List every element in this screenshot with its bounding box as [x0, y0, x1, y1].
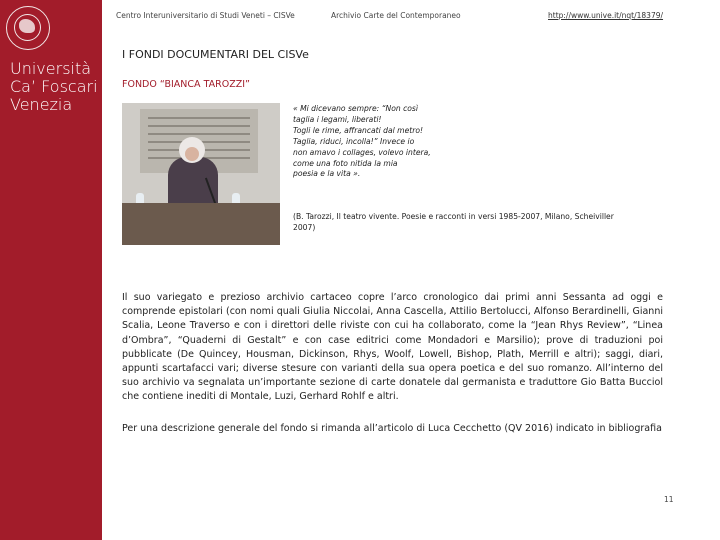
quote-line: non amavo i collages, volevo intera,	[293, 147, 431, 157]
poem-quote	[293, 104, 445, 180]
sidebar	[0, 0, 102, 540]
page-number: 11	[664, 495, 674, 504]
lion-emblem-icon	[19, 19, 35, 33]
quote-line: Taglia, riduci, incolla!” Invece io	[293, 136, 415, 146]
university-line-2: Ca’ Foscari	[10, 77, 98, 96]
quote-line: poesia e la vita ».	[293, 169, 361, 179]
quote-line: come una foto nitida la mia	[293, 158, 398, 168]
page-title: I FONDI DOCUMENTARI DEL CISVe	[122, 48, 309, 61]
bibliography-note-paragraph: Per una descrizione generale del fondo si rimanda all’articolo di Luca Cecchetto (QV 2016) indicato in bibliografia	[122, 422, 662, 434]
quote-line: « Mi dicevano sempre: “Non così	[293, 104, 418, 113]
quote-line: Togli le rime, affrancati dal metro!	[293, 125, 424, 135]
header-archive-name: Archivio Carte del Contemporaneo	[331, 11, 461, 20]
university-name	[10, 60, 98, 114]
portrait-photo	[122, 103, 280, 245]
university-seal-icon	[6, 6, 50, 50]
university-line-1: Università	[10, 59, 92, 78]
quote-citation	[293, 211, 673, 233]
page-subtitle: FONDO “BIANCA TAROZZI”	[122, 79, 250, 90]
citation-line: 2007)	[293, 223, 316, 232]
citation-line: (B. Tarozzi, Il teatro vivente. Poesie e racconti in versi 1985-2007, Milano, Scheiviller	[293, 212, 614, 221]
desk	[122, 203, 280, 245]
header-link[interactable]: http://www.unive.it/nqt/18379/	[548, 11, 664, 20]
university-line-3: Venezia	[10, 95, 73, 114]
header-centre-name: Centro Interuniversitario di Studi Veneti – CISVe	[116, 11, 295, 20]
archive-description-paragraph: Il suo variegato e prezioso archivio cartaceo copre l’arco cronologico dai primi anni Sessanta ad oggi e comprende epistolari (con nomi quali Giulia Niccolai, Anna Cascella, Attilio Bertolucci, Alfonso Berardinelli, Gianni Scalia, Leone Traverso e con i direttori delle riviste con cui ha collaborato, come la “Jean Rhys Review”, “Linea d’Ombra”, “Quaderni di Gestalt” e con case editrici come Mondadori e Marsilio); prove di traduzioni poi pubblicate (De Quincey, Housman, Dickinson, Rhys, Woolf, Lowell, Bishop, Plath, Merrill e altri); saggi, diari, appunti scartafacci vari; diverse stesure con varianti della sua opera poetica e del suo romanzo. All’interno del suo archivio va segnalata un’importante sezione di carte donatele dal germanista e traduttore Gio Batta Bucciol che contiene inediti di Montale, Luzi, Gerhard Rohlf e altri.	[122, 292, 663, 403]
body-text	[122, 291, 663, 453]
quote-line: taglia i legami, liberati!	[293, 114, 382, 124]
